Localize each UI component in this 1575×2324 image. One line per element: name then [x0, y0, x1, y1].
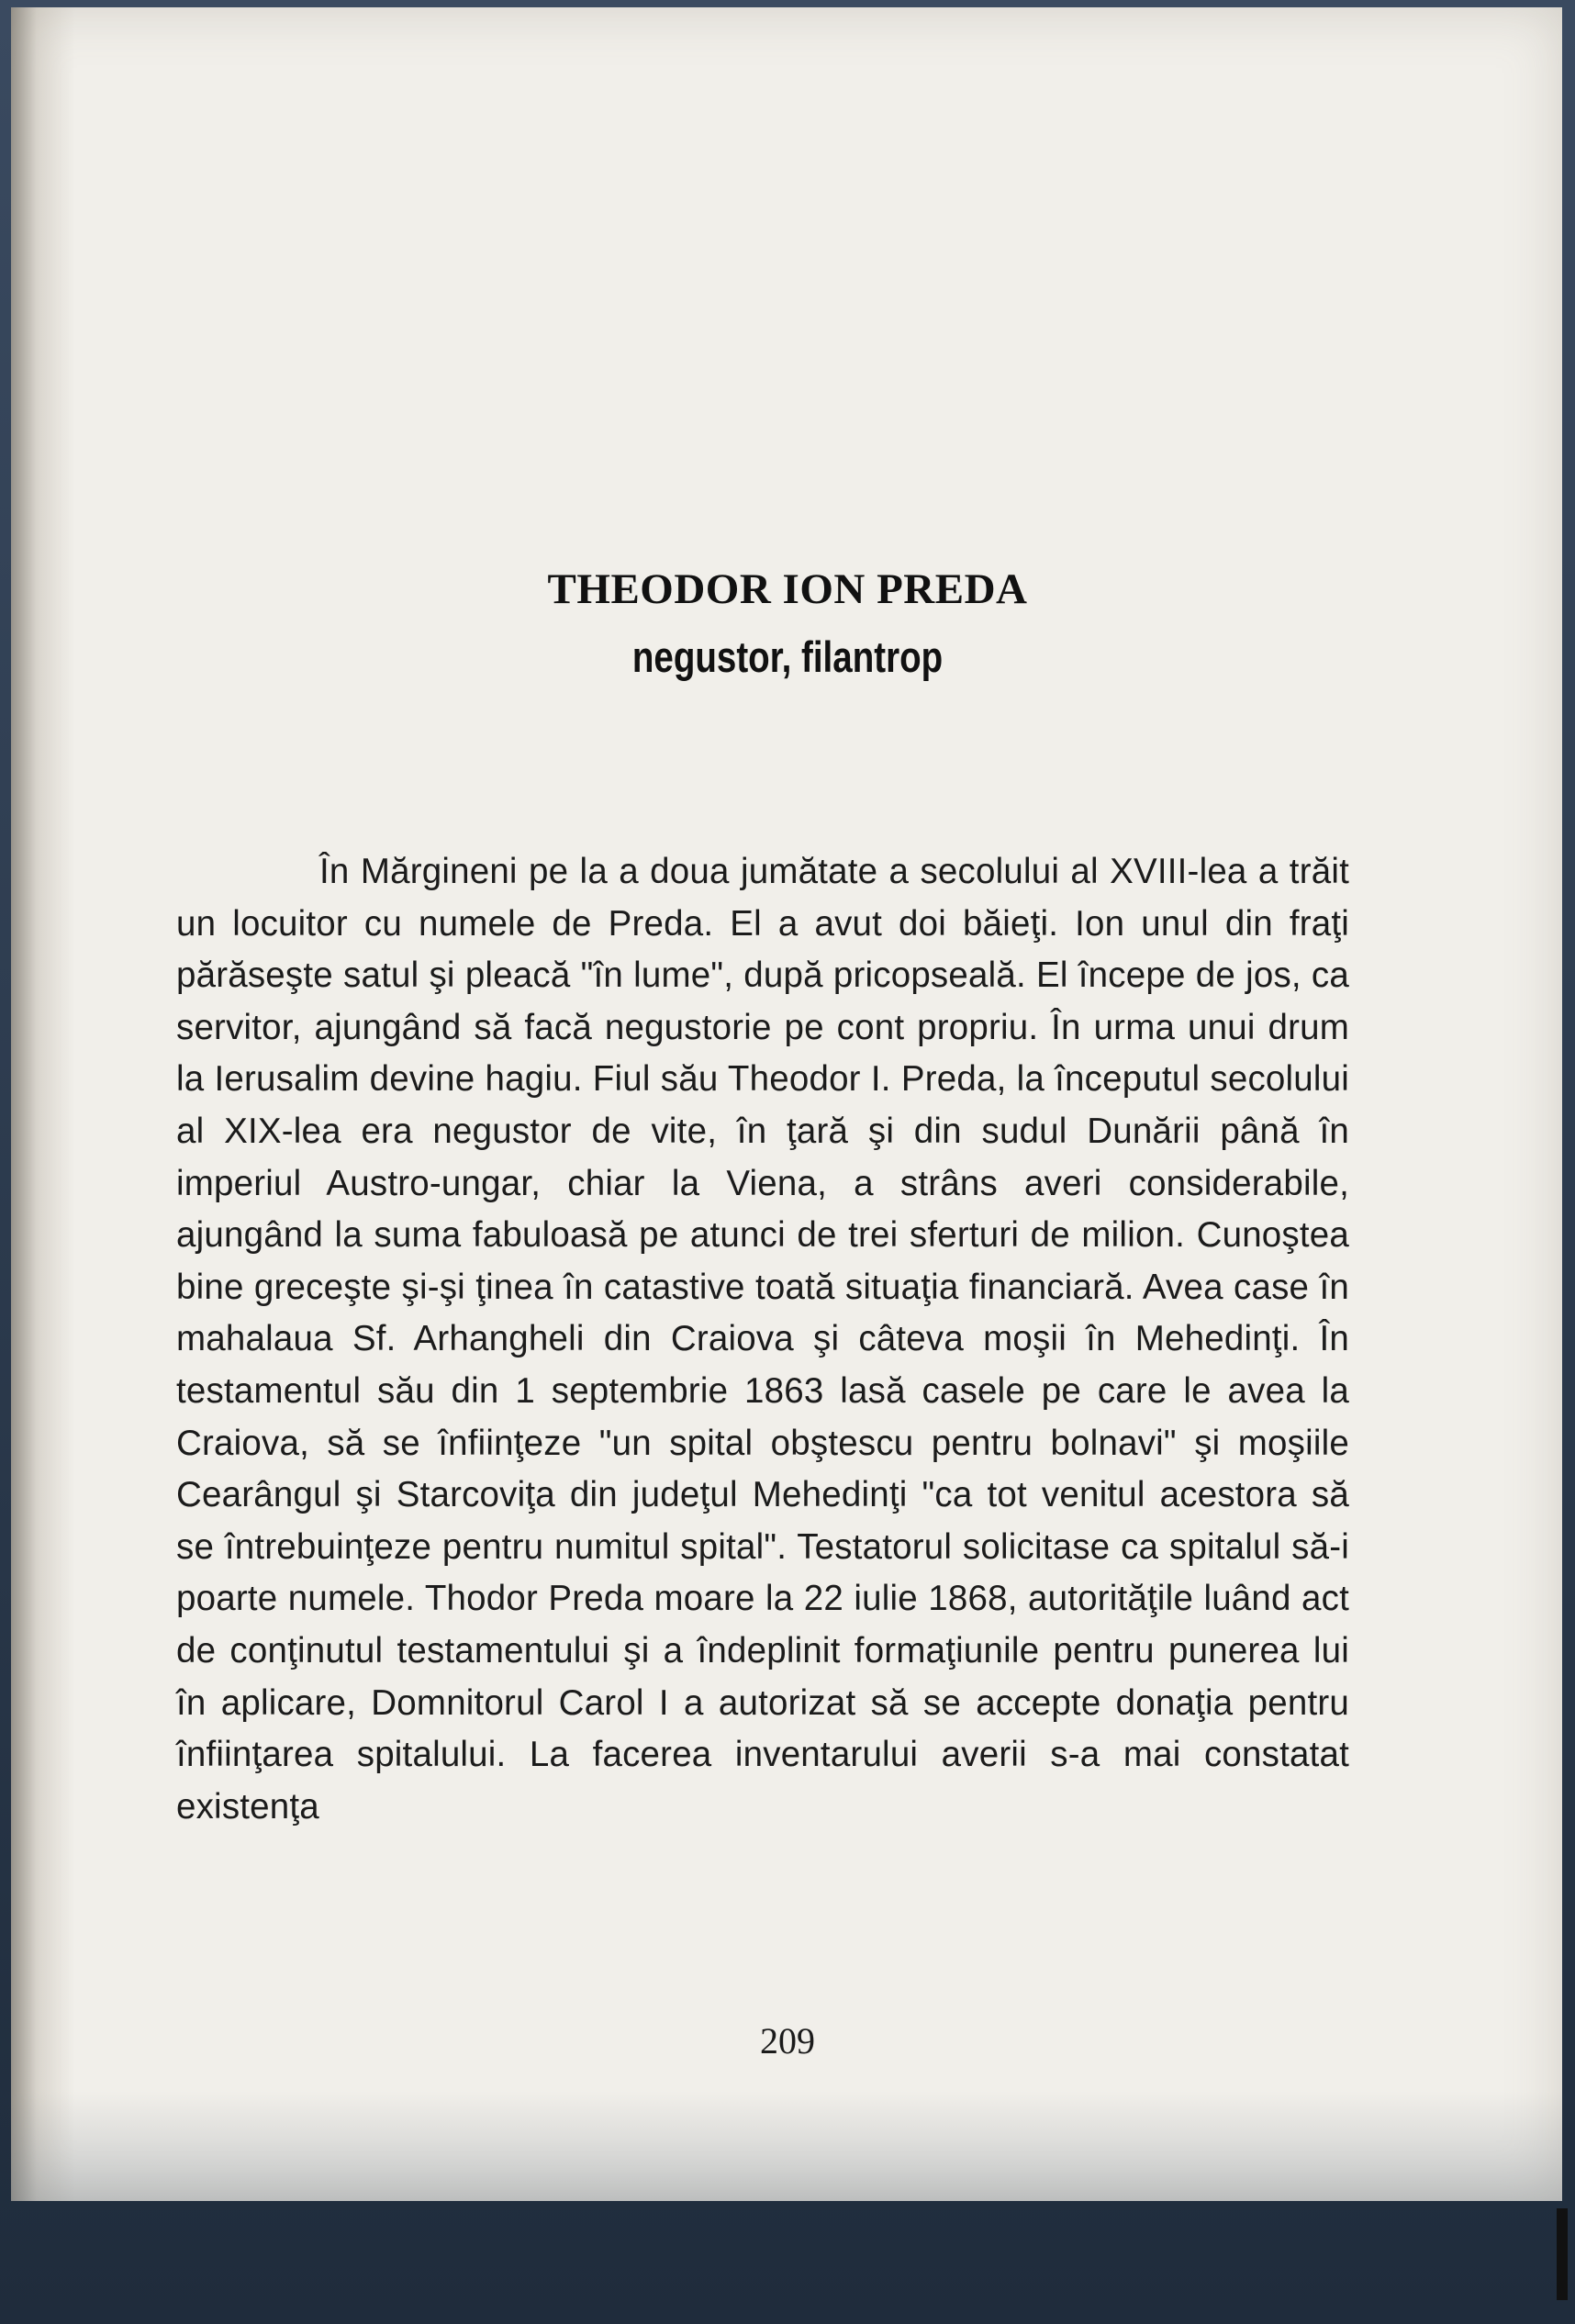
- body-paragraph: În Mărgineni pe la a doua jumătate a secolului al XVIII-lea a trăit un locuitor cu numele de Preda. El a avut doi băieţi. Ion unul din fraţi părăseşte satul şi pleacă "în lume", după pricopseală. El începe de jos, ca servitor, ajungând să facă negustorie pe cont propriu. În urma unui drum la Ierusalim devine hagiu. Fiul său Theodor I. Preda, la începutul secolului al XIX-lea era negustor de vite, în ţară şi din sudul Dunării până în imperiul Austro-ungar, chiar la Viena, a strâns averi considerabile, ajungând la suma fabuloasă pe atunci de trei sferturi de milion. Cunoştea bine greceşte şi-şi ţinea în catastive toată situaţia financiară. Avea case în mahalaua Sf. Arhangheli din Craiova şi câteva moşii în Mehedinţi. În testamentul său din 1 septembrie 1863 lasă casele pe care le avea la Craiova, să se înfiinţeze "un spital obştescu pentru bolnavi" şi moşiile Cearângul şi Starcoviţa din judeţul Mehedinţi "ca tot venitul acestora să se întrebuinţeze pentru numitul spital". Testatorul solicitase ca spitalul să-i poarte numele. Thodor Preda moare la 22 iulie 1868, autorităţile luând act de conţinutul testamentului şi a îndeplinit formaţiunile pentru punerea lui în aplicare, Domnitorul Carol I a autorizat să se accepte donaţia pentru înfiinţarea spitalului. La facerea inventarului averii s-a mai constatat existenţa: [176, 852, 1349, 1827]
- page-title: THEODOR ION PREDA: [547, 565, 1028, 613]
- scan-edge-mark: [1557, 2208, 1568, 2300]
- page-subtitle: negustor, filantrop: [631, 632, 944, 681]
- page-number: 209: [760, 2020, 815, 2061]
